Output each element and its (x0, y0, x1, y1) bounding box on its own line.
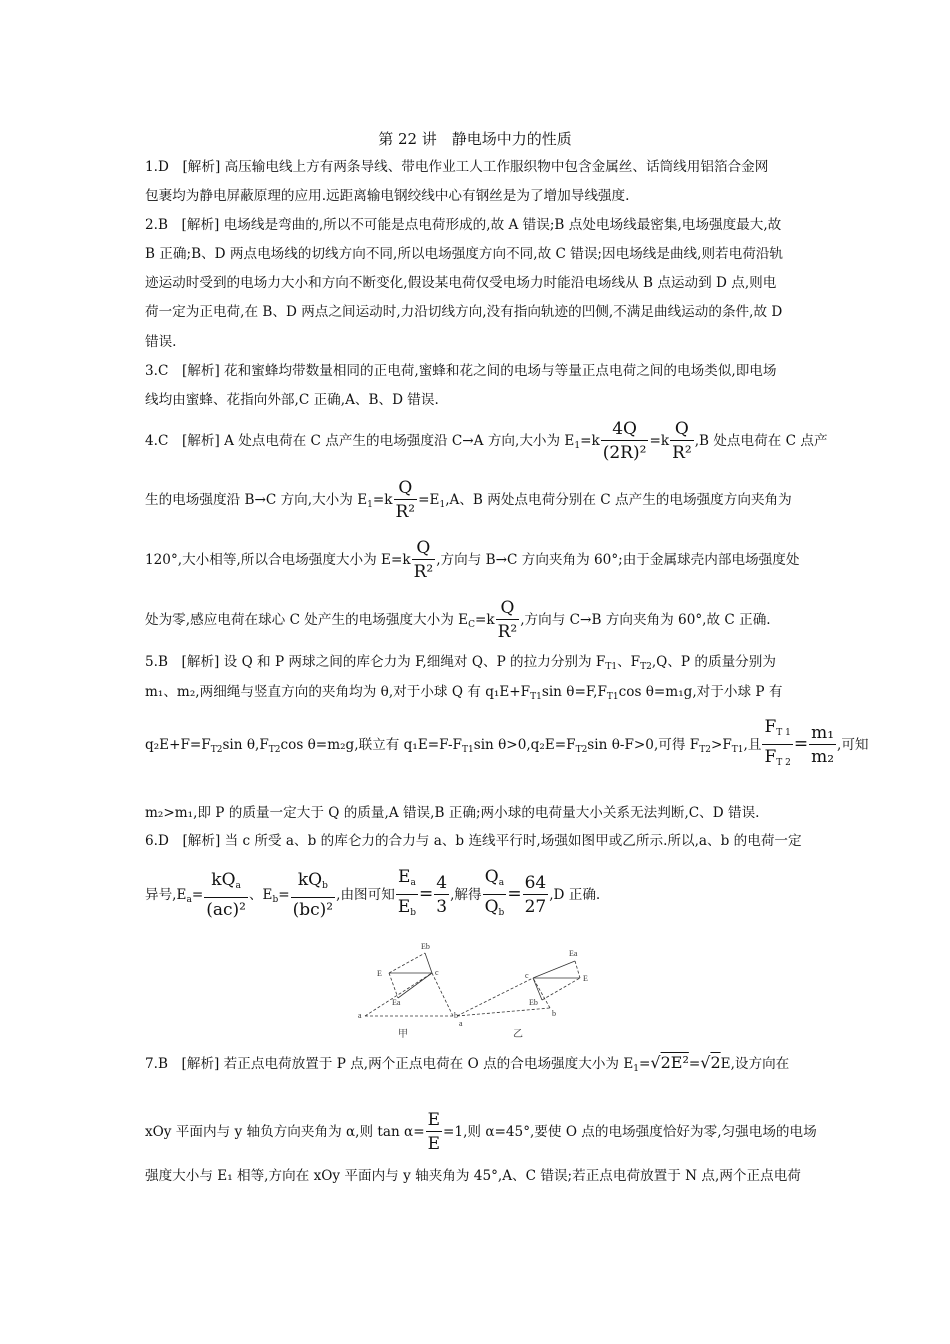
answer-1-line-1: 1.D [解析] 高压输电线上方有两条导线、带电作业工人工作服织物中包含金属丝、话筒线用铝箔合金网 (145, 159, 769, 175)
denominator: R² (395, 502, 416, 522)
subscript: T2 (640, 662, 652, 672)
fraction (809, 722, 836, 769)
answer-3-line-1: 3.C [解析] 花和蜜蜂均带数量相同的正电荷,蜜蜂和花之间的电场与等量正点电荷之间的电场类似,即电场 (145, 363, 777, 379)
fraction (483, 866, 507, 925)
numerator (396, 866, 418, 895)
fraction (670, 418, 694, 465)
subscript: a (235, 881, 241, 891)
diagram-line (389, 973, 398, 998)
answer-5-text: sin θ=F,F (541, 684, 607, 700)
answer-6-text: = (191, 887, 204, 903)
subscript: T1 (461, 745, 474, 755)
numerator (762, 716, 792, 745)
diagram-line (398, 973, 432, 998)
answer-4-text: ,方向与 B→C 方向夹角为 60°;由于金属球壳内部电场强度处 (436, 552, 800, 568)
denominator: (ac)² (206, 900, 246, 920)
denominator (396, 895, 418, 925)
fraction (426, 1109, 442, 1156)
point-label: Ea (569, 949, 578, 958)
point-label: a (358, 1011, 362, 1020)
subscript: b (272, 895, 279, 905)
fraction (291, 869, 335, 922)
answer-5-line-3 (145, 714, 869, 780)
answer-2-line-4: 荷一定为正电荷,在 B、D 两点之间运动时,力沿切线方向,没有指向轨迹的凹侧,不满足曲线运动的条件,故 D (145, 304, 783, 320)
answer-5-text: ,Q、P 的质量分别为 (651, 654, 776, 670)
subscript: 1 (367, 500, 373, 510)
subscript: 1 (633, 1064, 639, 1074)
answer-5-line-2 (145, 682, 782, 707)
fraction (601, 418, 649, 465)
answer-6-text: = (278, 887, 290, 903)
answer-4-text: 4.C [解析] A 处点电荷在 C 点产生的电场强度沿 C→A 方向,大小为 E (145, 433, 575, 449)
numerator: Q (670, 418, 694, 441)
answer-6-text: ,D 正确. (549, 887, 601, 903)
answer-6-text: 、E (248, 887, 273, 903)
answer-4-text: ,A、B 两处点电荷分别在 C 点产生的电场强度方向夹角为 (445, 492, 792, 508)
answer-1-line-2: 包裹均为静电屏蔽原理的应用.远距离输电钢绞线中心有钢丝是为了增加导线强度. (145, 188, 630, 204)
equation-text: =k (580, 433, 600, 449)
answer-4-text: ,B 处点电荷在 C 点产 (694, 433, 828, 449)
figure-label-yi: 乙 (513, 1029, 523, 1040)
answer-5-text: 5.B [解析] 设 Q 和 P 两球之间的库仑力为 F,细绳对 Q、P 的拉力分别为 F (145, 654, 606, 670)
subscript: T2 (575, 745, 588, 755)
numerator-symbol: F (764, 717, 777, 737)
sqrt-content: 2E² (660, 1053, 689, 1072)
answer-4-text: 120°,大小相等,所以合电场强度大小为 E=k (145, 552, 411, 568)
point-label: E (377, 969, 382, 978)
equation-text: = (688, 1056, 701, 1072)
answer-4-line-4 (145, 592, 771, 653)
sqrt-symbol: √ (700, 1053, 711, 1072)
answer-6-text: ,解得 (450, 887, 482, 903)
equation-text: = (638, 1056, 651, 1072)
denominator: (2R)² (602, 443, 647, 463)
subscript: T1 (731, 745, 744, 755)
fraction (394, 477, 418, 524)
page-title: 第 22 讲 静电场中力的性质 (378, 130, 572, 148)
fraction (762, 716, 792, 775)
answer-4-line-3 (145, 532, 799, 588)
denominator (483, 895, 507, 925)
answer-5-text: ,且 (743, 737, 762, 753)
answer-3-line-2: 线均由蜜蜂、花指向外部,C 正确,A、B、D 错误. (145, 392, 439, 408)
diagram-line (533, 978, 542, 1000)
subscript: 1 (439, 500, 446, 510)
answer-5-line-4: m₂>m₁,即 P 的质量一定大于 Q 的质量,A 错误,B 正确;两小球的电荷量大小关系无法判断,C、D 错误. (145, 805, 760, 821)
diagram-line (432, 973, 453, 1016)
numerator-symbol: kQ (211, 870, 236, 890)
answer-5-line-1 (145, 652, 776, 677)
answer-7-text: xOy 平面内与 y 轴负方向夹角为 α,则 tan α= (145, 1124, 425, 1140)
point-label: b (552, 1009, 556, 1018)
diagram-line (389, 953, 425, 973)
answer-4-text: 处为零,感应电荷在球心 C 处产生的电场强度大小为 E (145, 612, 469, 628)
denominator: m₂ (811, 747, 835, 767)
subscript: T2 (210, 745, 223, 755)
subscript: T2 (699, 745, 711, 755)
point-label: Eb (421, 942, 430, 951)
equation-text: =k (474, 612, 495, 628)
numerator: Q (412, 537, 436, 560)
subscript: T1 (605, 662, 618, 672)
subscript: a (410, 878, 416, 888)
denominator-symbol: E (397, 897, 411, 917)
equation-text: =E (418, 492, 440, 508)
answer-5-text: q₂E+F=F (145, 737, 211, 753)
numerator-symbol: E (398, 867, 411, 887)
answer-5-text: ,可知 (837, 737, 869, 753)
fraction (496, 597, 520, 644)
fraction (434, 872, 449, 919)
answer-6-line-1: 6.D [解析] 当 c 所受 a、b 的库仑力的合力与 a、b 连线平行时,场强如图甲或乙所示.所以,a、b 的电荷一定 (145, 833, 802, 849)
equation-text: =k (649, 433, 670, 449)
answer-7-line-2 (145, 1104, 817, 1160)
subscript: T 2 (776, 758, 791, 768)
denominator (762, 745, 792, 775)
subscript: b (498, 908, 505, 918)
diagram-line (425, 953, 432, 973)
numerator: 4 (436, 873, 448, 893)
answer-6-line-2 (145, 862, 600, 932)
answer-4-line-1 (145, 412, 828, 475)
numerator: Q (496, 597, 520, 620)
sqrt-symbol: √ (650, 1053, 661, 1072)
equation-text: =k (372, 492, 393, 508)
equals-sign: = (507, 884, 522, 904)
denominator: E (427, 1134, 441, 1154)
denominator: R² (413, 562, 434, 582)
figure-label-jia: 甲 (398, 1029, 408, 1040)
numerator: m₁ (811, 723, 835, 743)
answer-7-text: E,设方向在 (720, 1056, 790, 1072)
subscript: 1 (574, 441, 581, 451)
denominator: 27 (524, 897, 547, 917)
denominator: R² (672, 443, 692, 463)
point-label: b (454, 1011, 458, 1020)
answer-2-line-1: 2.B [解析] 电场线是弯曲的,所以不可能是点电荷形成的,故 A 错误;B 点处电场线最密集,电场强度最大,故 (145, 217, 782, 233)
point-label: Eb (529, 998, 538, 1007)
sqrt-content: 2 (710, 1053, 721, 1072)
numerator-symbol: kQ (297, 870, 323, 890)
equals-sign: = (419, 884, 434, 904)
subscript: T1 (606, 692, 619, 702)
denominator-symbol: Q (484, 897, 499, 917)
answer-5-text: >F (710, 737, 732, 753)
denominator: (bc)² (292, 900, 334, 920)
numerator-symbol: Q (484, 867, 499, 887)
numerator (483, 866, 507, 895)
answer-7-text: =1,则 α=45°,要使 O 点的电场强度恰好为零,匀强电场的电场 (443, 1124, 817, 1140)
field-diagram (355, 938, 605, 1040)
subscript: b (322, 881, 328, 891)
fraction (523, 872, 549, 919)
numerator (291, 869, 335, 898)
answer-7-text: 7.B [解析] 若正点电荷放置于 P 点,两个正点电荷在 O 点的合电场强度大小为 E (145, 1056, 634, 1072)
fraction (396, 866, 418, 925)
point-label: E (583, 974, 588, 983)
numerator: E (427, 1110, 441, 1130)
answer-4-text: 生的电场强度沿 B→C 方向,大小为 E (145, 492, 368, 508)
subscript: T 1 (776, 728, 791, 738)
denominator: 3 (436, 897, 448, 917)
subscript: T2 (268, 745, 281, 755)
numerator: 64 (524, 873, 547, 893)
subscript: T1 (530, 692, 542, 702)
numerator: Q (394, 477, 418, 500)
answer-5-text: sin θ>0,q₂E=F (473, 737, 576, 753)
answer-7-line-1 (145, 1048, 789, 1084)
answer-5-text: cos θ=m₂g,联立有 q₁E=F-F (280, 737, 462, 753)
answer-5-text: cos θ=m₁g,对于小球 P 有 (618, 684, 783, 700)
diagram-line (533, 961, 575, 978)
diagram-line (365, 973, 432, 1016)
answer-6-text: 异号,E (145, 887, 187, 903)
point-label: c (435, 968, 439, 977)
answer-5-text: sin θ,F (222, 737, 269, 753)
fraction (204, 869, 248, 922)
fraction (412, 537, 436, 584)
numerator: 4Q (601, 418, 649, 441)
numerator (204, 869, 248, 898)
answer-5-text: 、F (617, 654, 641, 670)
subscript: C (468, 620, 475, 630)
answer-2-line-5: 错误. (145, 334, 177, 350)
diagram-line (542, 978, 580, 1000)
diagram-line (457, 978, 533, 1016)
answer-2-line-3: 迹运动时受到的电场力大小和方向不断变化,假设某电荷仅受电场力时能沿电场线从 B 点运动到 D 点,则电 (145, 275, 777, 291)
answer-2-line-2: B 正确;B、D 两点电场线的切线方向不同,所以电场强度方向不同,故 C 错误;因电场线是曲线,则若电荷沿轨 (145, 246, 784, 262)
denominator-symbol: F (764, 747, 777, 767)
point-label: a (459, 1019, 463, 1028)
diagram-line (575, 961, 580, 978)
equals-sign: = (793, 734, 809, 754)
subscript: b (410, 908, 417, 918)
answer-4-line-2 (145, 472, 792, 533)
point-label: c (525, 971, 529, 980)
answer-4-text: ,方向与 C→B 方向夹角为 60°,故 C 正确. (520, 612, 771, 628)
subscript: a (186, 895, 192, 905)
denominator: R² (497, 622, 518, 642)
point-label: Ea (392, 998, 401, 1007)
answer-5-text: sin θ-F>0,可得 F (587, 737, 700, 753)
answer-6-text: ,由图可知 (336, 887, 395, 903)
answer-7-line-3: 强度大小与 E₁ 相等,方向在 xOy 平面内与 y 轴夹角为 45°,A、C 错误;若正点电荷放置于 N 点,两个正点电荷 (145, 1168, 801, 1184)
subscript: a (498, 878, 505, 888)
answer-5-text: m₁、m₂,两细绳与竖直方向的夹角均为 θ,对于小球 Q 有 q₁E+F (145, 684, 531, 700)
